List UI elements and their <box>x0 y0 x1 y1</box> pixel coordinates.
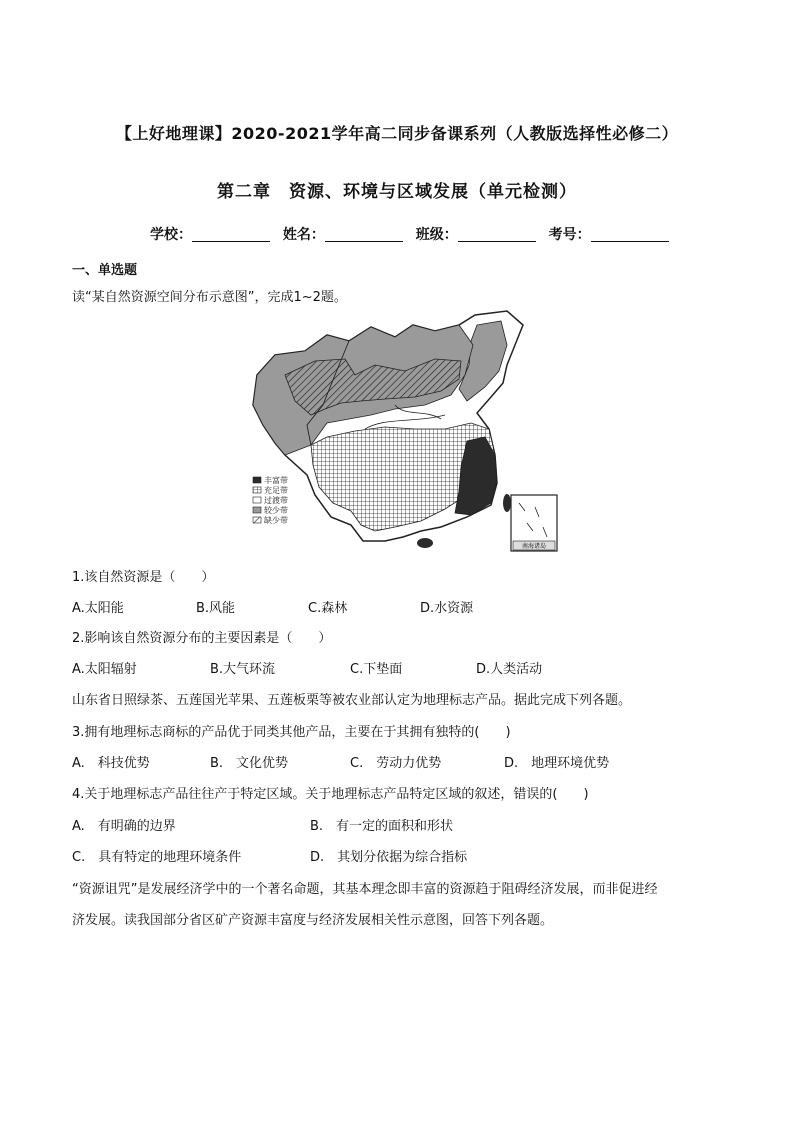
q4-option-b[interactable]: B. 有一定的面积和形状 <box>310 819 454 834</box>
intro-3-line-1: “资源诅咒”是发展经济学中的一个著名命题，其基本理念即丰富的资源趋于阻碍经济发展，而非促进经 <box>72 882 658 897</box>
south-china-sea-inset <box>511 495 557 551</box>
resource-distribution-map <box>245 305 565 555</box>
q2-option-b[interactable]: B.大气环流 <box>210 662 276 677</box>
q1-option-b[interactable]: B.风能 <box>196 601 236 616</box>
q3-option-b[interactable]: B. 文化优势 <box>210 756 289 771</box>
question-3-stem: 3.拥有地理标志商标的产品优于同类其他产品，主要在于其拥有独特的( ) <box>72 725 511 740</box>
legend-lesser: 较少带 <box>264 506 288 515</box>
q1-option-c[interactable]: C.森林 <box>308 601 348 616</box>
school-blank[interactable] <box>192 227 270 242</box>
class-label: 班级： <box>415 227 458 243</box>
name-label: 姓名： <box>282 227 325 243</box>
q4-option-c[interactable]: C. 具有特定的地理环境条件 <box>72 850 242 865</box>
q3-option-a[interactable]: A. 科技优势 <box>72 756 150 771</box>
map-legend <box>253 475 288 525</box>
inset-label: 南海诸岛 <box>521 543 547 550</box>
q2-option-d[interactable]: D.人类活动 <box>476 662 543 677</box>
q1-option-a[interactable]: A.太阳能 <box>72 601 124 616</box>
legend-rich: 丰富带 <box>264 476 288 485</box>
q2-option-c[interactable]: C.下垫面 <box>350 662 403 677</box>
question-4-options-row-2 <box>0 846 794 864</box>
intro-1: 读“某自然资源空间分布示意图”，完成1~2题。 <box>72 290 347 305</box>
exam-no-label: 考号： <box>548 227 591 243</box>
exam-no-blank[interactable] <box>591 227 669 242</box>
legend-lack: 缺少带 <box>264 516 288 525</box>
question-4-stem: 4.关于地理标志产品往往产于特定区域。关于地理标志产品特定区域的叙述，错误的( ) <box>72 787 589 802</box>
legend-transition: 过渡带 <box>264 496 288 505</box>
section-heading: 一、单选题 <box>72 263 138 278</box>
document-title: 【上好地理课】2020-2021学年高二同步备课系列（人教版选择性必修二） <box>115 124 679 143</box>
intro-3-line-2: 济发展。读我国部分省区矿产资源丰富度与经济发展相关性示意图，回答下列各题。 <box>72 913 554 928</box>
q3-option-c[interactable]: C. 劳动力优势 <box>350 756 442 771</box>
q3-option-d[interactable]: D. 地理环境优势 <box>504 756 610 771</box>
student-info-row <box>150 224 677 244</box>
question-3-options <box>0 752 794 770</box>
school-label: 学校： <box>150 227 192 243</box>
q4-option-a[interactable]: A. 有明确的边界 <box>72 819 176 834</box>
island-hainan <box>417 538 433 548</box>
q2-option-a[interactable]: A.太阳辐射 <box>72 662 137 677</box>
question-2-stem: 2.影响该自然资源分布的主要因素是（ ） <box>72 631 332 646</box>
name-blank[interactable] <box>325 227 403 242</box>
island-taiwan <box>503 494 511 512</box>
intro-2: 山东省日照绿茶、五莲国光苹果、五莲板栗等被农业部认定为地理标志产品。据此完成下列各题。 <box>72 693 632 708</box>
question-1-stem: 1.该自然资源是（ ） <box>72 570 215 585</box>
class-blank[interactable] <box>458 227 536 242</box>
question-1-options <box>0 597 794 615</box>
legend-sufficient: 充足带 <box>264 486 288 495</box>
q1-option-d[interactable]: D.水资源 <box>420 601 474 616</box>
chapter-title: 第二章 资源、环境与区域发展（单元检测） <box>217 182 577 202</box>
question-4-options-row-1 <box>0 815 794 833</box>
q4-option-d[interactable]: D. 其划分依据为综合指标 <box>310 850 468 865</box>
question-2-options <box>0 658 794 676</box>
